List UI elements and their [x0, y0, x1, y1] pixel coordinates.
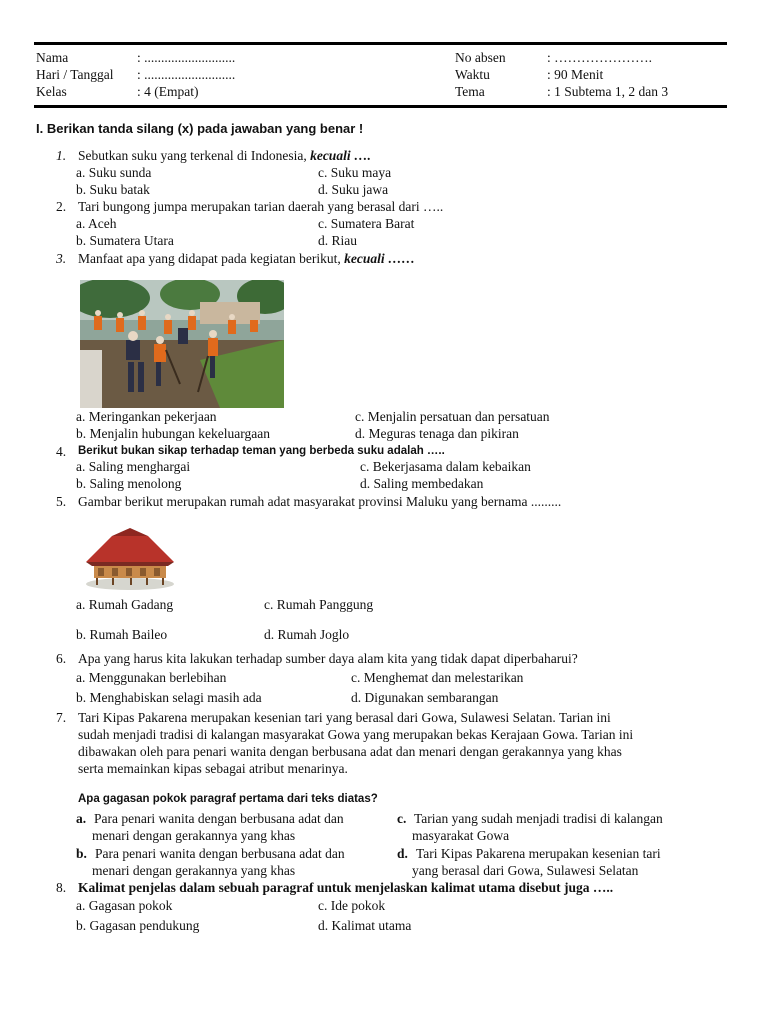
question-number: 6. [56, 651, 67, 666]
option-b[interactable]: b. Saling menolong [76, 476, 182, 491]
option-letter: b. [76, 846, 87, 861]
rumah-adat-image [82, 528, 178, 590]
option-a[interactable]: a. Meringankan pekerjaan [76, 409, 217, 424]
option-text-line: menari dengan gerakannya yang khas [92, 863, 296, 878]
option-d[interactable]: d. Kalimat utama [318, 918, 412, 933]
tema-value: : 1 Subtema 1, 2 dan 3 [547, 84, 669, 99]
option-b[interactable]: b. Menjalin hubungan kekeluargaan [76, 426, 270, 441]
option-b[interactable]: b. Menghabiskan selagi masih ada [76, 690, 262, 705]
option-a[interactable]: a. Suku sunda [76, 165, 152, 180]
question-number: 7. [56, 710, 67, 725]
option-text-line: Para penari wanita dengan berbusana adat dan [95, 846, 345, 861]
nama-value: : ........................... [137, 50, 236, 65]
nama-label: Nama [36, 50, 69, 65]
option-c[interactable]: c. Suku maya [318, 165, 392, 180]
option-c[interactable]: c. Ide pokok [318, 898, 386, 913]
option-a[interactable]: a. Menggunakan berlebihan [76, 670, 227, 685]
option-a[interactable]: a. Rumah Gadang [76, 597, 174, 612]
passage-line: dibawakan oleh para penari wanita dengan berbusana adat dan menari dengan gerakannya yang khas [78, 744, 622, 759]
option-b[interactable]: b. Rumah Baileo [76, 627, 168, 642]
option-c[interactable]: c. Menjalin persatuan dan persatuan [355, 409, 550, 424]
option-d[interactable]: d. Suku jawa [318, 182, 389, 197]
noabsen-value: : …………………. [547, 50, 653, 65]
question-text: Apa yang harus kita lakukan terhadap sumber daya alam kita yang tidak dapat diperbaharui? [78, 651, 578, 666]
option-text-line: masyarakat Gowa [412, 828, 510, 843]
header-bottom-rule [34, 105, 727, 108]
option-a[interactable]: a. Gagasan pokok [76, 898, 173, 913]
noabsen-label: No absen [455, 50, 506, 65]
option-d[interactable]: d. Meguras tenaga dan pikiran [355, 426, 519, 441]
question-text: Gambar berikut merupakan rumah adat masyarakat provinsi Maluku yang bernama ......... [78, 494, 562, 509]
question-stem: Sebutkan suku yang terkenal di Indonesia, [78, 148, 311, 163]
question-stem: Manfaat apa yang didapat pada kegiatan berikut, [78, 251, 345, 266]
option-c[interactable]: c. Rumah Panggung [264, 597, 374, 612]
option-b[interactable]: b. Gagasan pendukung [76, 918, 200, 933]
question-emphasis: kecuali …. [310, 148, 371, 163]
question-number: 4. [56, 444, 67, 459]
hari-value: : ........................... [137, 67, 236, 82]
passage-line: sudah menjadi tradisi di kalangan masyarakat Gowa yang merupakan bekas Kerajaan Gowa. Tarian ini [78, 727, 634, 742]
option-c[interactable]: c. Sumatera Barat [318, 216, 415, 231]
option-text-line: Tarian yang sudah menjadi tradisi di kalangan [414, 811, 663, 826]
option-text-line: yang berasal dari Gowa, Sulawesi Selatan [412, 863, 639, 878]
community-work-photo [80, 280, 284, 408]
option-d[interactable]: d. Saling membedakan [360, 476, 484, 491]
option-letter: a. [76, 811, 87, 826]
question-text [78, 148, 371, 164]
kelas-label: Kelas [36, 84, 67, 99]
question-number: 5. [56, 494, 67, 509]
header-top-rule [34, 42, 727, 45]
option-letter: c. [397, 811, 407, 826]
tema-label: Tema [455, 84, 485, 99]
question-text: Apa gagasan pokok paragraf pertama dari teks diatas? [78, 793, 378, 805]
option-text-line: menari dengan gerakannya yang khas [92, 828, 296, 843]
question-text: Berikut bukan sikap terhadap teman yang berbeda suku adalah ….. [78, 445, 445, 457]
option-d[interactable]: d. Riau [318, 233, 357, 248]
question-text: Kalimat penjelas dalam sebuah paragraf untuk menjelaskan kalimat utama disebut juga ….. [78, 880, 614, 895]
question-number: 8. [56, 880, 67, 895]
section-title: I. Berikan tanda silang (x) pada jawaban yang benar ! [36, 121, 364, 136]
option-d[interactable]: d. Digunakan sembarangan [351, 690, 499, 705]
option-a[interactable]: a. Aceh [76, 216, 117, 231]
option-c[interactable]: c. Menghemat dan melestarikan [351, 670, 524, 685]
hari-label: Hari / Tanggal [36, 67, 114, 82]
question-text [78, 251, 415, 267]
option-letter: d. [397, 846, 408, 861]
option-c[interactable]: c. Bekerjasama dalam kebaikan [360, 459, 531, 474]
question-number: 3. [56, 251, 67, 266]
option-text-line: Para penari wanita dengan berbusana adat dan [94, 811, 344, 826]
kelas-value: : 4 (Empat) [137, 84, 199, 99]
option-a[interactable]: a. Saling menghargai [76, 459, 191, 474]
option-b[interactable]: b. Sumatera Utara [76, 233, 174, 248]
waktu-value: : 90 Menit [547, 67, 604, 82]
passage-line: Tari Kipas Pakarena merupakan kesenian tari yang berasal dari Gowa, Sulawesi Selatan. Tarian ini [78, 710, 611, 725]
option-b[interactable]: b. Suku batak [76, 182, 150, 197]
option-text-line: Tari Kipas Pakarena merupakan kesenian tari [416, 846, 661, 861]
option-d[interactable]: d. Rumah Joglo [264, 627, 350, 642]
question-number: 2. [56, 199, 67, 214]
question-number: 1. [56, 148, 67, 163]
question-text: Tari bungong jumpa merupakan tarian daerah yang berasal dari ….. [78, 199, 444, 214]
waktu-label: Waktu [455, 67, 490, 82]
passage-line: serta memainkan kipas sebagai atribut menarinya. [78, 761, 348, 776]
question-emphasis: kecuali …… [344, 251, 416, 266]
